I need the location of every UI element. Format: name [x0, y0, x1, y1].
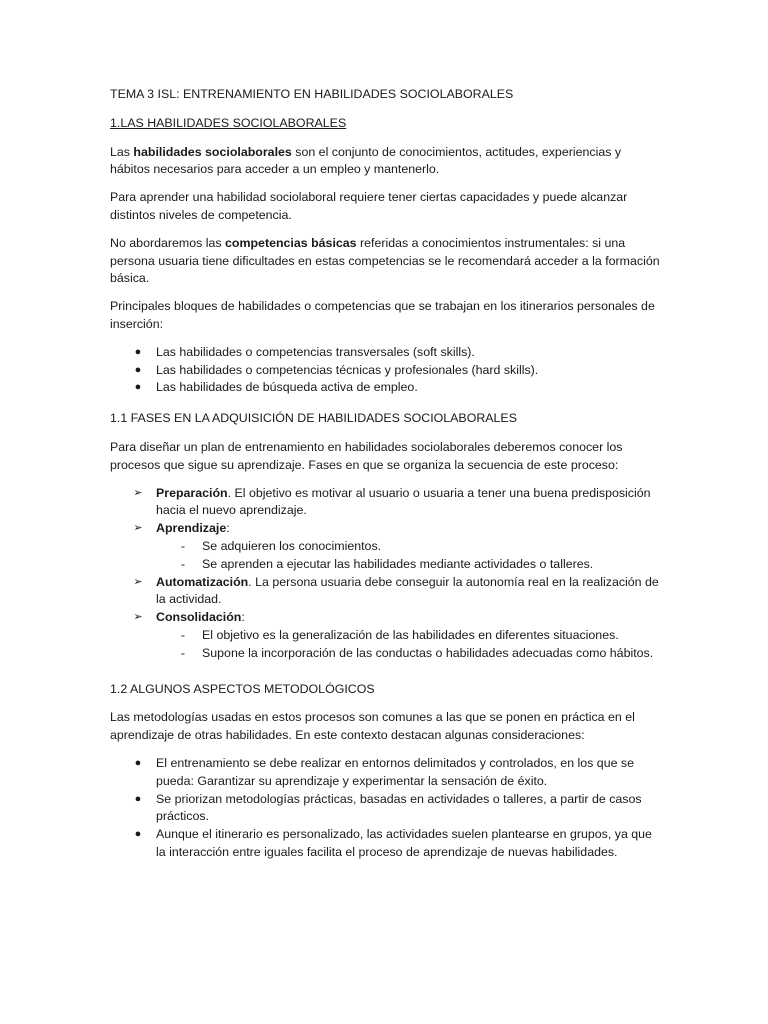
arrow-bullet-icon: ➢: [133, 522, 143, 535]
list-item-text: Las habilidades o competencias técnicas y profesionales (hard skills).: [156, 362, 539, 377]
paragraph-metodologia-intro: Las metodologías usadas en estos procesos son comunes a las que se ponen en práctica en el aprendizaje de otras habilidades. En este contexto destacan algunas consideraciones:: [110, 710, 635, 743]
list-item: [110, 791, 660, 827]
paragraph-bloques: Principales bloques de habilidades o competencias que se trabajan en los itinerarios personales de inserción:: [110, 299, 655, 331]
dash-bullet-icon: -: [180, 645, 186, 660]
paragraph-competencias-basicas: [110, 235, 660, 288]
dash-bullet-icon: -: [180, 556, 186, 571]
arrow-bullet-icon: ➢: [133, 486, 143, 499]
phase-name: Consolidación: [156, 610, 242, 625]
sub-list-item: [110, 556, 660, 574]
list-item-text: Las habilidades de búsqueda activa de empleo.: [156, 380, 418, 395]
sub-list-item: [110, 627, 660, 645]
text-span: referidas a conocimientos instrumentales: si una persona usuaria tiene dificultades en estas competencias se le recomendará acceder a la formación básica.: [110, 235, 660, 286]
bold-term: habilidades sociolaborales: [133, 144, 292, 159]
dash-bullet-icon: -: [180, 538, 186, 553]
arrow-bullet-icon: ➢: [133, 611, 143, 624]
sub-list: [156, 627, 660, 663]
arrow-bullet-icon: ➢: [133, 575, 143, 588]
bullet-icon: ●: [134, 363, 142, 376]
paragraph-definition: [110, 144, 660, 180]
phase-name: Preparación: [156, 485, 228, 500]
phase-item-consolidacion: [110, 609, 660, 662]
sub-list: [156, 538, 660, 574]
text-span: son el conjunto de conocimientos, actitudes, experiencias y hábitos necesarios para acceder a un empleo y mantenerlo.: [110, 144, 622, 177]
phase-item-preparacion: [110, 485, 660, 521]
paragraph-fases-intro: Para diseñar un plan de entrenamiento en habilidades sociolaborales deberemos conocer los procesos que sigue su aprendizaje. Fases en que se organiza la secuencia de este proceso:: [110, 439, 623, 472]
document-body: [110, 86, 660, 875]
subsection-heading-metodologia: 1.2 ALGUNOS ASPECTOS METODOLÓGICOS: [110, 681, 375, 696]
text-span: Las: [110, 144, 134, 159]
list-item: [110, 755, 660, 791]
bullet-icon: ●: [134, 381, 142, 394]
phase-text: :: [241, 610, 245, 625]
sub-list-text: Se aprenden a ejecutar las habilidades mediante actividades o talleres.: [202, 556, 594, 571]
bullet-icon: ●: [134, 345, 142, 358]
sub-list-item: [110, 538, 660, 556]
dash-bullet-icon: -: [180, 627, 186, 642]
phase-text: . El objetivo es motivar al usuario o usuaria a tener una buena predisposición hacia el nuevo aprendizaje.: [156, 485, 651, 518]
bullet-list-metodologia: [110, 755, 660, 862]
bullet-icon: ●: [134, 792, 142, 805]
phase-name: Aprendizaje: [156, 521, 227, 536]
bullet-list-bloques: [110, 344, 660, 397]
subsection-heading-fases: 1.1 FASES EN LA ADQUISICIÓN DE HABILIDADES SOCIOLABORALES: [110, 411, 517, 426]
sub-list-text: El objetivo es la generalización de las habilidades en diferentes situaciones.: [202, 627, 619, 642]
sub-list-text: Supone la incorporación de las conductas o habilidades adecuadas como hábitos.: [202, 645, 654, 660]
list-item: [110, 826, 660, 862]
list-item-text: El entrenamiento se debe realizar en entornos delimitados y controlados, en los que se pueda: Garantizar su aprendizaje y experimentar la sensación de éxito.: [156, 755, 635, 788]
phase-name: Automatización: [156, 574, 249, 589]
phase-text: :: [226, 521, 230, 536]
sub-list-text: Se adquieren los conocimientos.: [202, 538, 382, 553]
list-item: [110, 344, 660, 362]
list-item-text: Aunque el itinerario es personalizado, las actividades suelen plantearse en grupos, ya que la interacción entre iguales facilita el proceso de aprendizaje de nuevas habilidades.: [156, 827, 652, 859]
list-item-text: Se priorizan metodologías prácticas, basadas en actividades o talleres, a partir de casos prácticos.: [156, 791, 642, 824]
sub-list-item: [110, 645, 660, 663]
list-item: [110, 379, 660, 397]
paragraph-capacidades: Para aprender una habilidad sociolaboral requiere tener ciertas capacidades y puede alcanzar distintos niveles de competencia.: [110, 190, 628, 222]
phase-item-automatizacion: [110, 574, 660, 610]
section-heading-habilidades: 1.LAS HABILIDADES SOCIOLABORALES: [110, 115, 347, 130]
bullet-icon: ●: [134, 756, 142, 769]
phase-list: [110, 485, 660, 663]
list-item: [110, 362, 660, 380]
bullet-icon: ●: [134, 828, 142, 841]
phase-item-aprendizaje: [110, 520, 660, 573]
list-item-text: Las habilidades o competencias transversales (soft skills).: [156, 344, 475, 359]
document-title: TEMA 3 ISL: ENTRENAMIENTO EN HABILIDADES SOCIOLABORALES: [110, 87, 514, 101]
text-span: No abordaremos las: [110, 235, 226, 250]
bold-term: competencias básicas: [225, 235, 357, 250]
phase-text: . La persona usuaria debe conseguir la autonomía real en la realización de la actividad.: [156, 574, 659, 607]
